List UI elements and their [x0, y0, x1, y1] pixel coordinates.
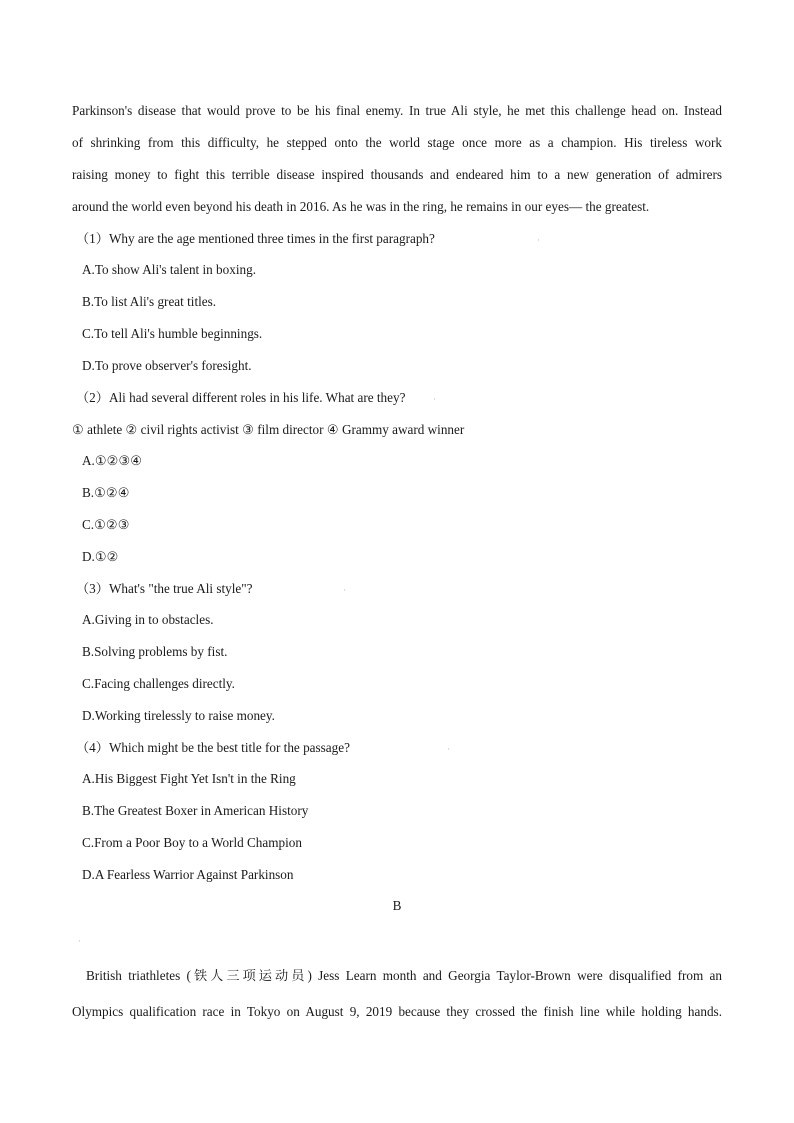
option-d: D.To prove observer's foresight.: [82, 358, 252, 373]
option-c: C.Facing challenges directly.: [82, 676, 235, 691]
option-b: B.①②④: [82, 485, 130, 500]
passage-line: raising money to fight this terrible disease inspired thousands and endeared him to a new generation of admirers: [72, 167, 722, 182]
paragraph-mark: ·: [343, 585, 346, 595]
option-a: A.To show Ali's talent in boxing.: [82, 262, 256, 277]
question-stem: （2）Ali had several different roles in his life. What are they?: [76, 390, 406, 405]
option-b: B.Solving problems by fist.: [82, 644, 228, 659]
option-d: D.A Fearless Warrior Against Parkinson: [82, 867, 294, 882]
question-stem: （1）Why are the age mentioned three times in the first paragraph?: [76, 231, 435, 246]
option-a: A.Giving in to obstacles.: [82, 612, 214, 627]
option-d: D.①②: [82, 549, 119, 564]
option-c: C.From a Poor Boy to a World Champion: [82, 835, 302, 850]
option-b: B.To list Ali's great titles.: [82, 294, 217, 309]
option-a: A.①②③④: [82, 453, 143, 468]
passage-line: around the world even beyond his death in 2016. As he was in the ring, he remains in our eyes— the greatest.: [72, 199, 650, 214]
passage-line: British triathletes (铁人三项运动员) Jess Learn month and Georgia Taylor-Brown were disqualified from an: [86, 968, 722, 983]
option-c: C.To tell Ali's humble beginnings.: [82, 326, 263, 341]
option-a: A.His Biggest Fight Yet Isn't in the Ring: [82, 771, 296, 786]
option-c: C.①②③: [82, 517, 130, 532]
paragraph-mark: ·: [78, 936, 81, 946]
section-heading: B: [392, 898, 402, 913]
option-d: D.Working tirelessly to raise money.: [82, 708, 275, 723]
question-stem: （3）What's "the true Ali style"?: [76, 581, 253, 596]
question-stem: （4）Which might be the best title for the passage?: [76, 740, 350, 755]
roles-list: ① athlete ② civil rights activist ③ film director ④ Grammy award winner: [72, 422, 465, 437]
passage-line: of shrinking from this difficulty, he stepped onto the world stage once more as a champion. His tireless work: [72, 135, 722, 150]
passage-line: Parkinson's disease that would prove to be his final enemy. In true Ali style, he met this challenge head on. Instead: [72, 103, 722, 118]
paragraph-mark: ·: [447, 744, 450, 754]
passage-line: Olympics qualification race in Tokyo on August 9, 2019 because they crossed the finish line while holding hands.: [72, 1004, 722, 1019]
paragraph-mark: ·: [433, 394, 436, 404]
paragraph-mark: ·: [537, 235, 540, 245]
option-b: B.The Greatest Boxer in American History: [82, 803, 309, 818]
